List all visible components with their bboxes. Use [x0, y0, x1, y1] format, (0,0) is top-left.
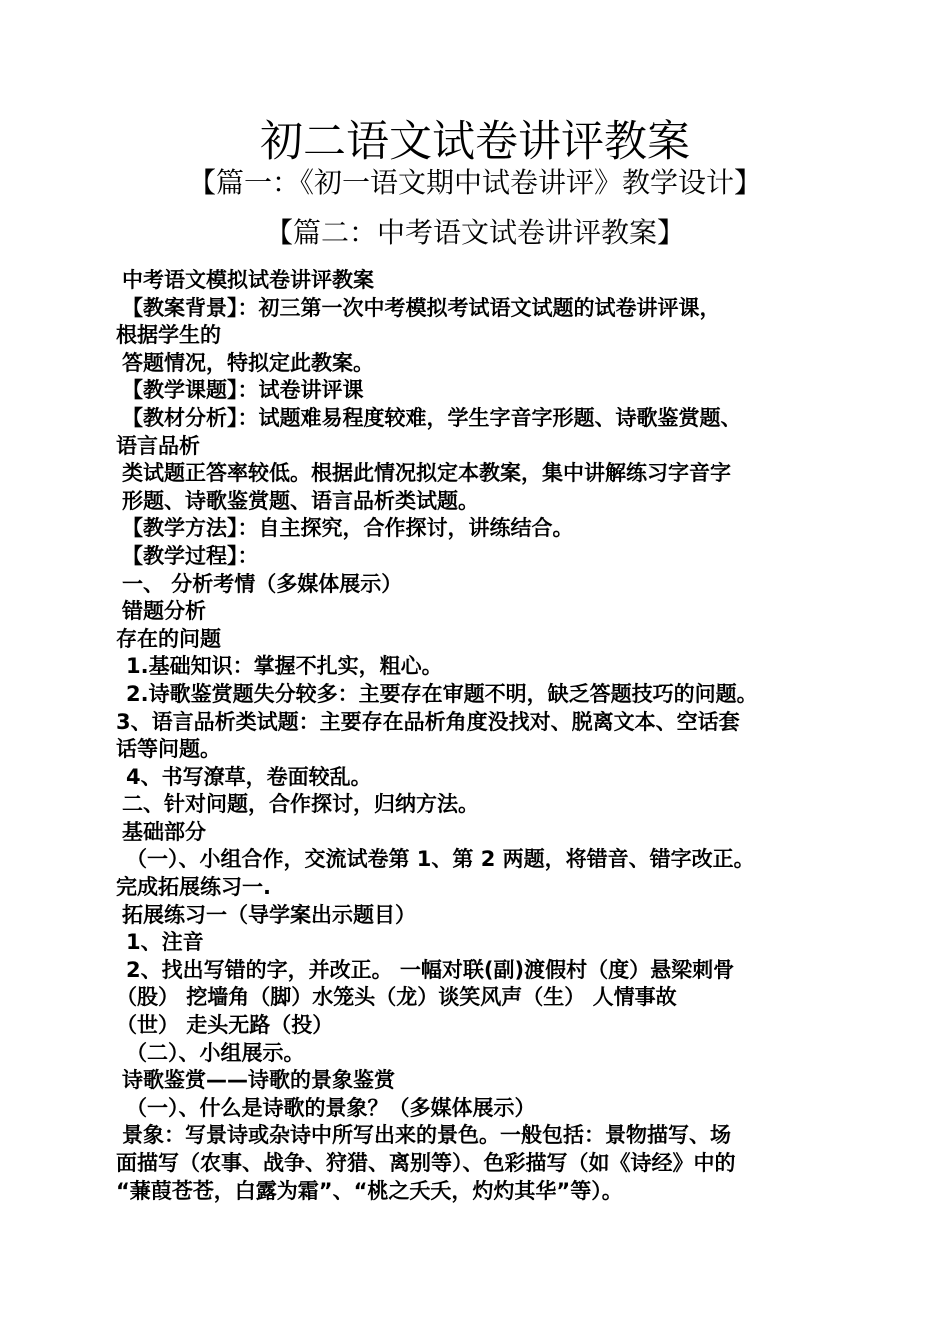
text-line: 诗歌鉴赏——诗歌的景象鉴赏	[122, 1068, 395, 1093]
subtitle-part-two: 【篇二：中考语文试卷讲评教案】	[264, 216, 685, 249]
text-line: 答题情况，特拟定此教案。	[122, 350, 374, 375]
text-line: 基础部分	[122, 819, 206, 844]
text-line: 【教学过程】：	[122, 543, 259, 568]
text-line: （一）、小组合作，交流试卷第 1、第 2 两题，将错音、错字改正。	[126, 847, 755, 872]
lesson-plan-body	[116, 267, 838, 1205]
text-line: 【教学方法】：自主探究，合作探讨，讲练结合。	[122, 516, 574, 541]
text-line: 错题分析	[122, 599, 206, 624]
text-line: 1.基础知识：掌握不扎实，粗心。	[126, 654, 443, 679]
text-line: 【教材分析】：试题难易程度较难，学生字音字形题、诗歌鉴赏题、	[122, 405, 742, 430]
text-line: 话等问题。	[116, 737, 221, 762]
text-line: 3、语言品析类试题：主要存在品析角度没找对、脱离文本、空话套	[116, 709, 740, 734]
text-line: 2、找出写错的字，并改正。 一幅对联(副)渡假村（度）悬梁刺骨	[126, 957, 735, 982]
text-line: （一）、什么是诗歌的景象？（多媒体展示）	[126, 1095, 536, 1120]
text-line: 拓展练习一（导学案出示题目）	[122, 902, 416, 927]
text-line: 4、书写潦草，卷面较乱。	[126, 764, 372, 789]
text-line: 形题、诗歌鉴赏题、语言品析类试题。	[122, 488, 479, 513]
text-line: 【教案背景】：初三第一次中考模拟考试语文试题的试卷讲评课，	[122, 295, 721, 320]
text-line: 完成拓展练习一.	[116, 875, 271, 900]
text-line: 中考语文模拟试卷讲评教案	[122, 268, 374, 292]
text-line: （二）、小组展示。	[126, 1040, 305, 1065]
text-line: 二、针对问题，合作探讨，归纳方法。	[122, 792, 479, 817]
text-line: （股） 挖墙角（脚）水笼头（龙）谈笑风声（生） 人情事故	[116, 985, 677, 1010]
text-line: 一、 分析考情（多媒体展示）	[122, 571, 403, 596]
text-line: 1、注音	[126, 930, 204, 955]
text-line: 面描写（农事、战争、狩猎、离别等）、色彩描写（如《诗经》中的	[116, 1151, 736, 1175]
document-title: 初二语文试卷讲评教案	[260, 117, 690, 167]
text-line: 存在的问题	[116, 626, 221, 651]
text-line: 类试题正答率较低。根据此情况拟定本教案，集中讲解练习字音字	[122, 461, 731, 486]
text-line: 根据学生的	[116, 323, 221, 348]
subtitle-part-one: 【篇一：《初一语文期中试卷讲评》教学设计】	[187, 166, 762, 199]
text-line: 【教学课题】：试卷讲评课	[122, 378, 364, 403]
text-line: 语言品析	[116, 433, 200, 458]
text-line: 景象：写景诗或杂诗中所写出来的景色。一般包括：景物描写、场	[122, 1123, 731, 1148]
text-line: （世） 走头无路（投）	[116, 1013, 334, 1038]
text-line: 2.诗歌鉴赏题失分较多：主要存在审题不明，缺乏答题技巧的问题。	[126, 681, 758, 706]
text-line: “蒹葭苍苍，白露为霜”、“桃之夭夭，灼灼其华”等）。	[116, 1178, 623, 1203]
